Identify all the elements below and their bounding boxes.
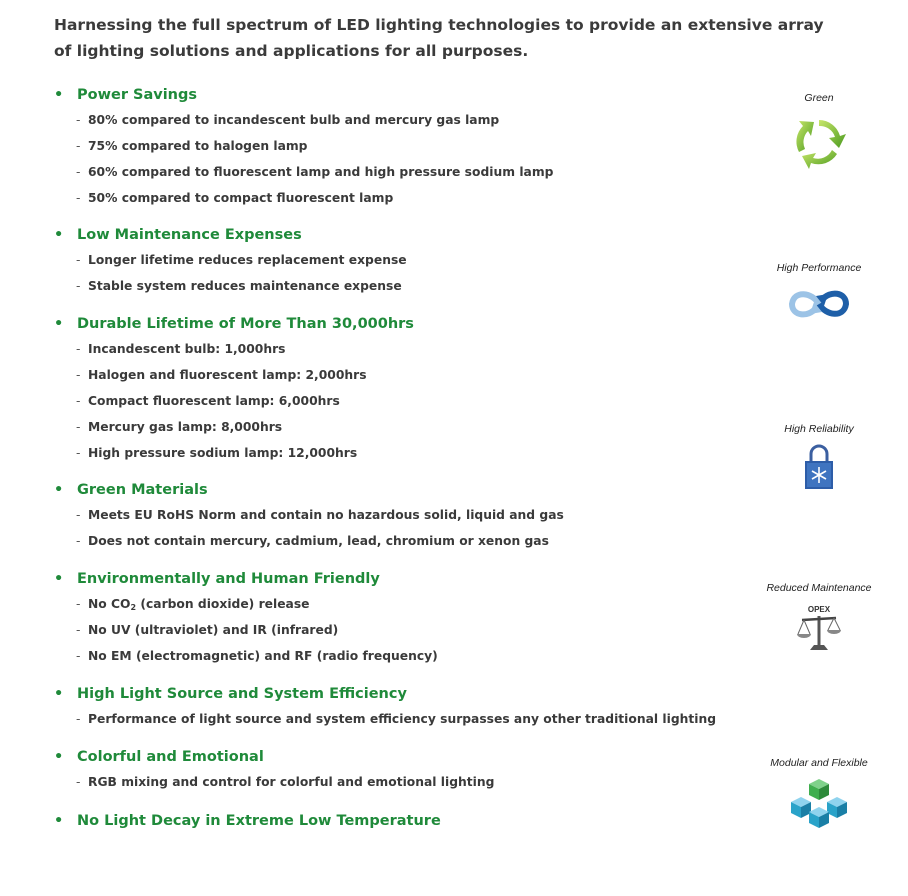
benefit-title-text: Green Materials	[77, 482, 208, 498]
list-item	[54, 620, 438, 646]
benefit-section	[54, 479, 564, 557]
benefit-title-text: Durable Lifetime of More Than 30,000hrs	[77, 316, 414, 332]
benefit-section	[54, 810, 441, 832]
bullet-icon: •	[54, 813, 64, 829]
list-item-text: Compact fluorescent lamp: 6,000hrs	[88, 394, 340, 408]
list-item-text: (carbon dioxide) release	[136, 597, 310, 611]
dash-icon: -	[76, 597, 81, 611]
benefit-title	[54, 224, 407, 246]
benefit-title-text: Power Savings	[77, 87, 198, 103]
list-item-text: High pressure sodium lamp: 12,000hrs	[88, 446, 358, 460]
benefit-section	[54, 313, 414, 469]
benefit-title	[54, 479, 564, 501]
feature-label: Modular and Flexible	[770, 757, 868, 769]
dash-icon: -	[76, 623, 81, 637]
list-item	[54, 276, 407, 302]
bullet-icon: •	[54, 316, 64, 332]
dash-icon: -	[76, 508, 81, 522]
list-item-text: Longer lifetime reduces replacement expense	[88, 253, 407, 267]
list-item-text: Performance of light source and system efficiency surpasses any other traditional lighting	[88, 712, 717, 726]
list-item	[54, 709, 716, 735]
dash-icon: -	[76, 191, 81, 205]
benefit-items	[54, 505, 564, 557]
list-item	[54, 772, 494, 798]
list-item	[54, 110, 553, 136]
list-item	[54, 136, 553, 162]
benefit-title-text: High Light Source and System Efficiency	[77, 686, 407, 702]
bullet-icon: •	[54, 571, 64, 587]
list-item-text: No UV (ultraviolet) and IR (infrared)	[88, 623, 339, 637]
list-item-text: 80% compared to incandescent bulb and mercury gas lamp	[88, 113, 500, 127]
feature-label: High Performance	[776, 262, 862, 274]
dash-icon: -	[76, 394, 81, 408]
list-item	[54, 162, 553, 188]
dash-icon: -	[76, 534, 81, 548]
benefit-title	[54, 746, 494, 768]
list-item-text: No EM (electromagnetic) and RF (radio frequency)	[88, 649, 438, 663]
dash-icon: -	[76, 649, 81, 663]
benefit-section	[54, 568, 438, 672]
bullet-icon: •	[54, 686, 64, 702]
dash-icon: -	[76, 139, 81, 153]
list-item	[54, 646, 438, 672]
list-item	[54, 250, 407, 276]
benefit-items	[54, 250, 407, 302]
list-item-text: Halogen and fluorescent lamp: 2,000hrs	[88, 368, 367, 382]
benefit-section	[54, 224, 407, 302]
feature-green	[749, 90, 889, 172]
benefit-title	[54, 84, 553, 106]
feature-high-reliability	[749, 421, 889, 493]
list-item-text: 60% compared to fluorescent lamp and high pressure sodium lamp	[88, 165, 554, 179]
infinity-arrows-icon	[784, 282, 854, 326]
benefit-title	[54, 683, 716, 705]
bullet-icon: •	[54, 227, 64, 243]
recycle-icon	[789, 112, 849, 172]
subscript: 2	[130, 603, 137, 612]
benefit-title-text: Low Maintenance Expenses	[77, 227, 302, 243]
list-item-text: Incandescent bulb: 1,000hrs	[88, 342, 286, 356]
feature-label: Green	[804, 92, 834, 104]
dash-icon: -	[76, 420, 81, 434]
dash-icon: -	[76, 342, 81, 356]
benefit-items	[54, 110, 553, 214]
opex-label: OPEX	[807, 605, 831, 614]
list-item	[54, 531, 564, 557]
benefit-items	[54, 339, 414, 469]
list-item	[54, 188, 553, 214]
list-item-text: No CO	[88, 597, 131, 611]
feature-label: Reduced Maintenance	[766, 582, 872, 594]
list-item-text: 75% compared to halogen lamp	[88, 139, 308, 153]
lock-bag-icon	[799, 443, 839, 493]
feature-high-performance	[749, 260, 889, 326]
feature-modular-flexible	[749, 755, 889, 833]
dash-icon: -	[76, 279, 81, 293]
dash-icon: -	[76, 446, 81, 460]
benefit-title	[54, 568, 438, 590]
benefit-title-text: Colorful and Emotional	[77, 749, 264, 765]
benefit-title	[54, 313, 414, 335]
list-item	[54, 365, 414, 391]
bullet-icon: •	[54, 749, 64, 765]
cubes-icon	[787, 777, 851, 833]
benefit-section	[54, 84, 553, 214]
benefit-section	[54, 746, 494, 798]
list-item	[54, 391, 414, 417]
list-item-text: Mercury gas lamp: 8,000hrs	[88, 420, 283, 434]
dash-icon: -	[76, 712, 81, 726]
benefit-title-text: No Light Decay in Extreme Low Temperature	[77, 813, 441, 829]
benefit-section	[54, 683, 716, 735]
benefit-items	[54, 709, 716, 735]
benefit-items	[54, 594, 438, 672]
bullet-icon: •	[54, 482, 64, 498]
list-item	[54, 594, 438, 620]
dash-icon: -	[76, 253, 81, 267]
intro-heading: Harnessing the full spectrum of LED lighting technologies to provide an extensive array of lighting solutions and applications for all purposes.	[54, 16, 824, 60]
bullet-icon: •	[54, 87, 64, 103]
dash-icon: -	[76, 113, 81, 127]
list-item-text: 50% compared to compact fluorescent lamp	[88, 191, 394, 205]
feature-reduced-maintenance	[749, 580, 889, 654]
benefit-items	[54, 772, 494, 798]
list-item	[54, 505, 564, 531]
list-item-text: Does not contain mercury, cadmium, lead, chromium or xenon gas	[88, 534, 549, 548]
scale-icon	[794, 602, 844, 654]
dash-icon: -	[76, 368, 81, 382]
dash-icon: -	[76, 165, 81, 179]
dash-icon: -	[76, 775, 81, 789]
list-item	[54, 339, 414, 365]
list-item	[54, 417, 414, 443]
benefit-title	[54, 810, 441, 832]
list-item-text: Stable system reduces maintenance expense	[88, 279, 402, 293]
feature-label: High Reliability	[784, 423, 854, 435]
list-item	[54, 443, 414, 469]
list-item-text: RGB mixing and control for colorful and emotional lighting	[88, 775, 495, 789]
list-item-text: Meets EU RoHS Norm and contain no hazardous solid, liquid and gas	[88, 508, 564, 522]
benefit-title-text: Environmentally and Human Friendly	[77, 571, 380, 587]
